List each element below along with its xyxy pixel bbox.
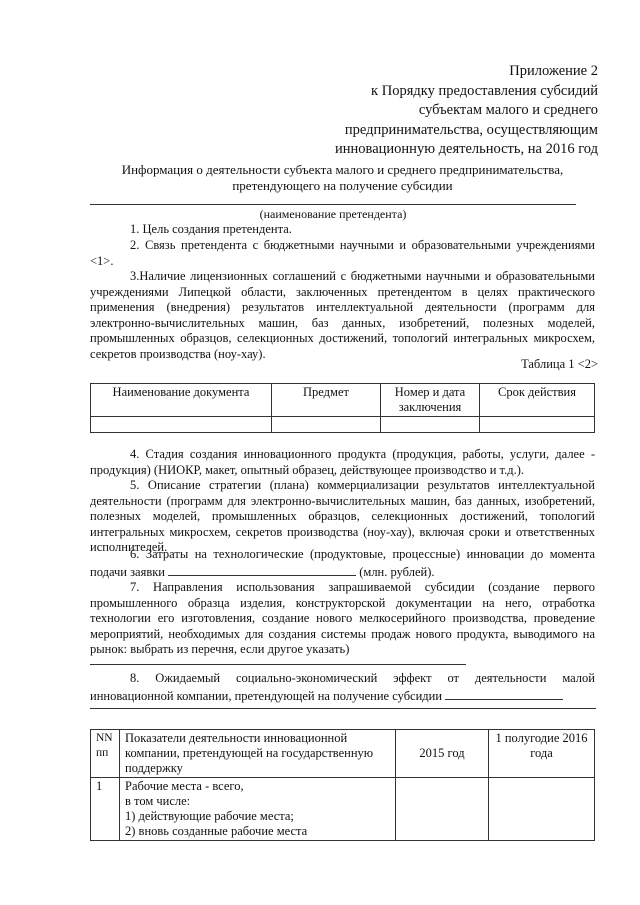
table-header-row (91, 384, 595, 417)
costs-blank (168, 563, 356, 576)
item-5: 5. Описание стратегии (плана) коммерциализации результатов интеллектуальной деятельности (программ для электронно-вычислительных машин, баз данных, изобретений, полезных моделей, промышленных образцов, селекционных достижений, топологий интегральных микросхем, секретов производства (ноу-хау), включая сроки и ответственных исполнителей. (90, 478, 595, 555)
header-line: субъектам малого и среднего (418, 102, 598, 118)
table-header-cell: 2015 год (396, 730, 489, 778)
row-number: 1 (91, 778, 120, 841)
header-line: к Порядку предоставления субсидий (371, 82, 598, 99)
title-line-1: Информация о деятельности субъекта малого и среднего предпринимательства, (121, 162, 564, 177)
item-6-unit: (млн. рублей). (359, 564, 435, 579)
item-7: 7. Направления использования запрашиваемой субсидии (создание первого промышленного образца изделия, конструкторской документации на него, отработка технологии его изготовления, создание нового мелкосерийного производства, проведение мероприятий, необходимых для создания системы продаж нового продукта, выводимого на рынок: выбрать из перечня, если другое указать) (90, 580, 595, 657)
item-8 (90, 671, 595, 704)
annex-header (335, 62, 598, 160)
table-header-cell: Номер и дата заключения (381, 384, 480, 417)
indicator-line: в том числе: (125, 794, 191, 808)
applicant-name-line (90, 204, 576, 205)
table-header-cell: NN пп (91, 730, 120, 778)
documents-table (90, 383, 595, 433)
indicator-cell (120, 778, 396, 841)
title-line-2: претендующего на получение субсидии (232, 178, 453, 193)
table-cell (381, 417, 480, 433)
item-7-answer-line (90, 664, 466, 665)
header-line: инновационную деятельность, на 2016 год (335, 141, 598, 157)
indicator-line: 1) действующие рабочие места; (125, 809, 294, 823)
applicant-caption: (наименование претендента) (259, 207, 407, 221)
table-header-cell: 1 полугодие 2016 года (489, 730, 595, 778)
item-6 (90, 547, 595, 580)
table-1-label: Таблица 1 <2> (521, 357, 598, 371)
table-header-cell: Показатели деятельности инновационной компании, претендующей на государственную поддержку (120, 730, 396, 778)
indicators-table (90, 729, 595, 841)
item-6-text: 6. Затраты на технологические (продуктовые, процессные) инновации до момента подачи заявки (90, 547, 595, 579)
table-cell (480, 417, 595, 433)
item-1: 1. Цель создания претендента. (130, 222, 292, 236)
table-cell (396, 778, 489, 841)
table-header-row (91, 730, 595, 778)
table-row (91, 417, 595, 433)
item-3: 3.Наличие лицензионных соглашений с бюджетными научными и образовательными учреждениями Липецкой области, заключенных претендентом в целях практического применения (внедрения) результатов интеллектуальной деятельности (программ для электронно-вычислительных машин, баз данных, изобретений, полезных моделей, промышленных образцов, селекционных достижений, топологий интегральных микросхем, секретов производства (ноу-хау). (90, 269, 595, 361)
table-cell (91, 417, 272, 433)
table-cell (489, 778, 595, 841)
item-2: 2. Связь претендента с бюджетными научными и образовательными учреждениями <1>. (90, 238, 595, 268)
table-cell (272, 417, 381, 433)
table-row (91, 778, 595, 841)
header-line: предпринимательства, осуществляющим (344, 121, 598, 138)
table-header-cell: Предмет (272, 384, 381, 417)
document-title (90, 162, 595, 194)
item-8-text: 8. Ожидаемый социально-экономический эффект от деятельности малой инновационной компании, претендующей на получение субсидии (90, 671, 595, 703)
header-line: Приложение 2 (509, 63, 598, 79)
item-4: 4. Стадия создания инновационного продукта (продукция, работы, услуги, далее - продукция) (НИОКР, макет, опытный образец, действующее производство и т.д.). (90, 447, 595, 477)
item-8-answer-line (90, 708, 596, 709)
effect-blank (445, 687, 563, 700)
table-header-cell: Срок действия (480, 384, 595, 417)
indicator-line: Рабочие места - всего, (125, 779, 244, 793)
indicator-line: 2) вновь созданные рабочие места (125, 824, 308, 838)
table-header-cell: Наименование документа (91, 384, 272, 417)
